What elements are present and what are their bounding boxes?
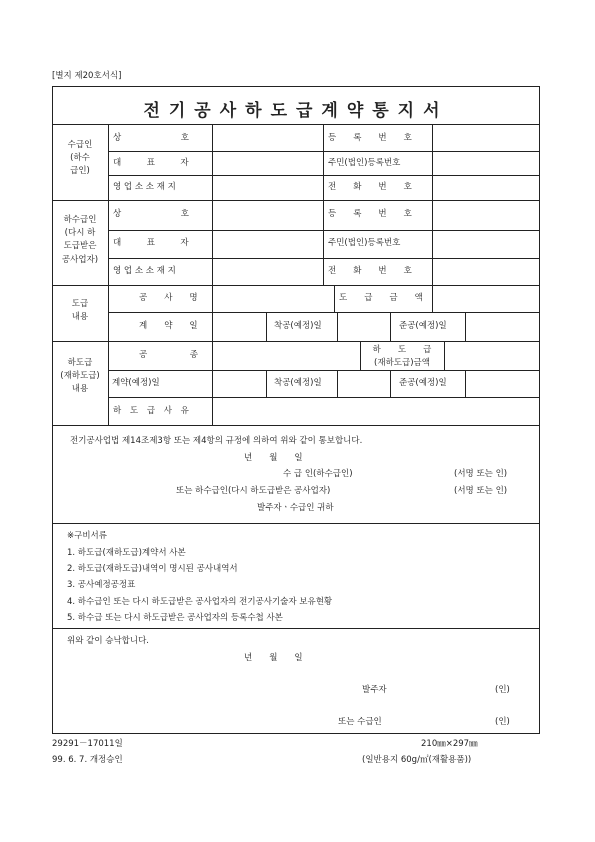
- approval-seal-2: (인): [495, 717, 510, 727]
- footer-size: 210㎜×297㎜: [421, 739, 478, 749]
- recipient-rep-label: 대 표 자: [113, 158, 189, 168]
- document-item: 1. 하도급(재하도급)계약서 사본: [67, 548, 186, 558]
- approval-orderer-label: 발주자: [362, 685, 387, 695]
- recipient-name-label: 상 호: [113, 133, 189, 143]
- approval-contractor-label: 또는 수급인: [338, 717, 382, 727]
- notice-sign-note-2: (서명 또는 인): [454, 486, 508, 496]
- recipient-office-label: 영 업 소 소 재 지: [113, 182, 176, 192]
- notice-signer-2: 또는 하수급인(다시 하도급받은 공사업자): [176, 486, 331, 496]
- subcontractor-rep-label: 대 표 자: [113, 238, 189, 248]
- subcontractor-group-label: 하수급인 (다시 하 도급받은 공사업자): [61, 215, 99, 265]
- subcontract-group-label: 하도급 (재하도급) 내용: [60, 358, 100, 395]
- subcontract-amount-label: 하 도 급 (재하도급)금액: [372, 345, 432, 369]
- form-id: [별지 제20호서식]: [52, 71, 122, 81]
- subcontract-complete-label: 준공(예정)일: [399, 378, 447, 388]
- contract-amount-label: 도 급 금 액: [339, 293, 423, 303]
- work-name-label: 공 사 명: [139, 293, 198, 303]
- notice-signer-1: 수 급 인(하수급인): [283, 469, 353, 479]
- subcontract-start-label: 착공(예정)일: [274, 378, 322, 388]
- documents-heading: ※구비서류: [67, 531, 107, 541]
- contract-date-label: 계 약 일: [139, 321, 198, 331]
- contract-complete-label: 준공(예정)일: [399, 321, 447, 331]
- subcontractor-reg-label: 등 록 번 호: [328, 209, 412, 219]
- document-item: 3. 공사예정공정표: [67, 580, 136, 590]
- approval-statement: 위와 같이 승낙합니다.: [67, 636, 150, 646]
- subcontractor-office-label: 영 업 소 소 재 지: [113, 266, 176, 276]
- notice-date: 년 월 일: [244, 453, 303, 463]
- document-item: 4. 하수급인 또는 다시 하도급받은 공사업자의 전기공사기술자 보유현황: [67, 597, 333, 607]
- subcontractor-id-label: 주민(법인)등록번호: [328, 238, 401, 248]
- work-type-label: 공 종: [139, 350, 198, 360]
- subcontract-reason-label: 하 도 급 사 유: [113, 406, 192, 416]
- footer-approval-date: 99. 6. 7. 개정승인: [52, 755, 123, 765]
- contract-group-label: 도급 내용: [71, 299, 89, 323]
- footer-paper: (일반용지 60g/㎡(재활용품)): [362, 755, 472, 765]
- document-item: 2. 하도급(재하도급)내역이 명시된 공사내역서: [67, 564, 238, 574]
- notice-addressee: 발주자ㆍ수급인 귀하: [257, 503, 334, 513]
- document-item: 5. 하수급 또는 다시 하도급받은 공사업자의 등록수첩 사본: [67, 613, 283, 623]
- recipient-id-label: 주민(법인)등록번호: [328, 158, 401, 168]
- recipient-phone-label: 전 화 번 호: [328, 182, 412, 192]
- approval-seal-1: (인): [495, 685, 510, 695]
- contract-start-label: 착공(예정)일: [274, 321, 322, 331]
- recipient-reg-label: 등 록 번 호: [328, 133, 412, 143]
- footer-code: 29291－17011일: [52, 739, 123, 749]
- subcontract-date-label: 계약(예정)일: [112, 378, 160, 388]
- recipient-group-label: 수급인 (하수 급인): [67, 140, 93, 177]
- subcontractor-name-label: 상 호: [113, 209, 189, 219]
- approval-date: 년 월 일: [244, 653, 303, 663]
- form-title: 전기공사하도급계약통지서: [143, 101, 449, 121]
- subcontractor-phone-label: 전 화 번 호: [328, 266, 412, 276]
- notice-statement: 전기공사업법 제14조제3항 또는 제4항의 규정에 의하여 위와 같이 통보합니다.: [70, 436, 363, 446]
- notice-sign-note-1: (서명 또는 인): [454, 469, 508, 479]
